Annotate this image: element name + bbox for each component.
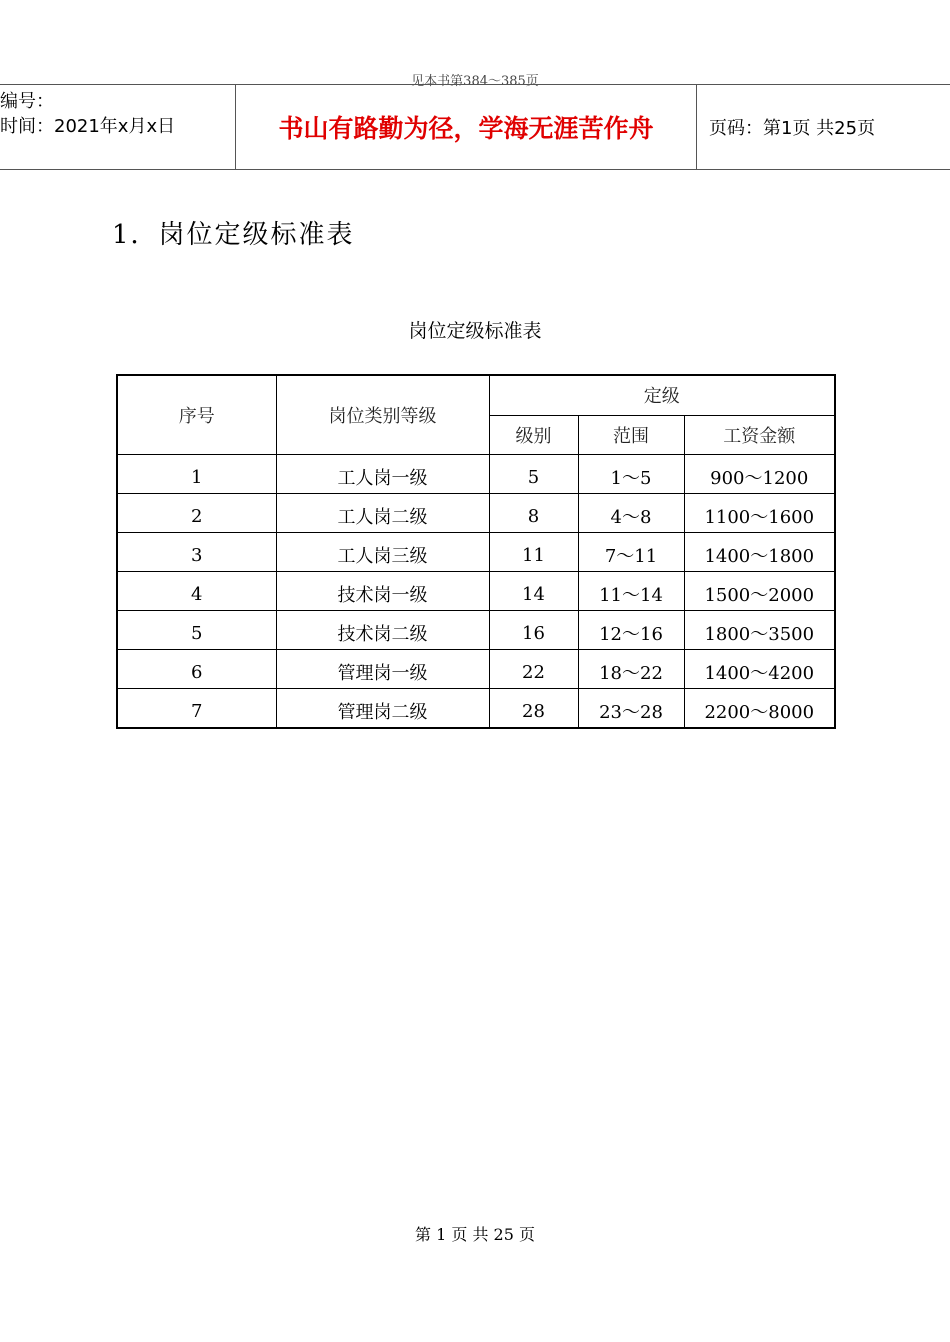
table-row	[117, 455, 835, 494]
row-index-cell: 3	[117, 533, 276, 572]
row-salary-cell: 1400～1800	[684, 533, 835, 572]
table-row	[117, 611, 835, 650]
table-row	[117, 572, 835, 611]
row-level-cell: 14	[489, 572, 578, 611]
row-level-cell: 5	[489, 455, 578, 494]
row-index-cell: 2	[117, 494, 276, 533]
header-category: 岗位类别等级	[276, 375, 489, 455]
header-grading: 定级	[489, 375, 835, 415]
row-category-cell: 工人岗二级	[276, 494, 489, 533]
row-salary-cell: 2200～8000	[684, 689, 835, 729]
table-row	[117, 494, 835, 533]
header-level: 级别	[489, 415, 578, 455]
row-category-cell: 工人岗一级	[276, 455, 489, 494]
row-range-cell: 18～22	[578, 650, 684, 689]
page-footer: 第 1 页 共 25 页	[415, 1225, 535, 1244]
row-range-cell: 11～14	[578, 572, 684, 611]
row-index-cell: 5	[117, 611, 276, 650]
row-category-cell: 技术岗一级	[276, 572, 489, 611]
table-header-row	[117, 375, 835, 415]
row-index-cell: 1	[117, 455, 276, 494]
header-motto: 书山有路勤为径，学海无涯苦作舟	[236, 85, 697, 169]
row-level-cell: 11	[489, 533, 578, 572]
row-salary-cell: 900～1200	[684, 455, 835, 494]
row-salary-cell: 1400～4200	[684, 650, 835, 689]
grade-standard-table	[116, 374, 836, 729]
header-range: 范围	[578, 415, 684, 455]
header-left-cell	[0, 85, 236, 169]
table-title: 岗位定级标准表	[408, 320, 542, 342]
header-salary: 工资金额	[684, 415, 835, 455]
row-index-cell: 4	[117, 572, 276, 611]
row-index-cell: 7	[117, 689, 276, 729]
row-salary-cell: 1800～3500	[684, 611, 835, 650]
table-row	[117, 533, 835, 572]
row-range-cell: 1～5	[578, 455, 684, 494]
row-salary-cell: 1500～2000	[684, 572, 835, 611]
row-index-cell: 6	[117, 650, 276, 689]
row-level-cell: 28	[489, 689, 578, 729]
document-date-label: 时间：2021年x月x日	[0, 116, 176, 137]
row-level-cell: 22	[489, 650, 578, 689]
row-range-cell: 23～28	[578, 689, 684, 729]
header-index: 序号	[117, 375, 276, 455]
document-number-label: 编号：	[0, 91, 54, 112]
table-row	[117, 689, 835, 729]
row-range-cell: 7～11	[578, 533, 684, 572]
row-category-cell: 管理岗二级	[276, 689, 489, 729]
section-heading: 1．岗位定级标准表	[112, 220, 355, 250]
row-category-cell: 技术岗二级	[276, 611, 489, 650]
row-category-cell: 工人岗三级	[276, 533, 489, 572]
header-page-info: 页码：第1页 共25页	[709, 118, 876, 139]
row-range-cell: 12～16	[578, 611, 684, 650]
source-note: 见本书第384～385页	[411, 74, 539, 89]
row-salary-cell: 1100～1600	[684, 494, 835, 533]
row-category-cell: 管理岗一级	[276, 650, 489, 689]
page-header	[0, 84, 950, 170]
row-level-cell: 16	[489, 611, 578, 650]
table-row	[117, 650, 835, 689]
row-level-cell: 8	[489, 494, 578, 533]
row-range-cell: 4～8	[578, 494, 684, 533]
